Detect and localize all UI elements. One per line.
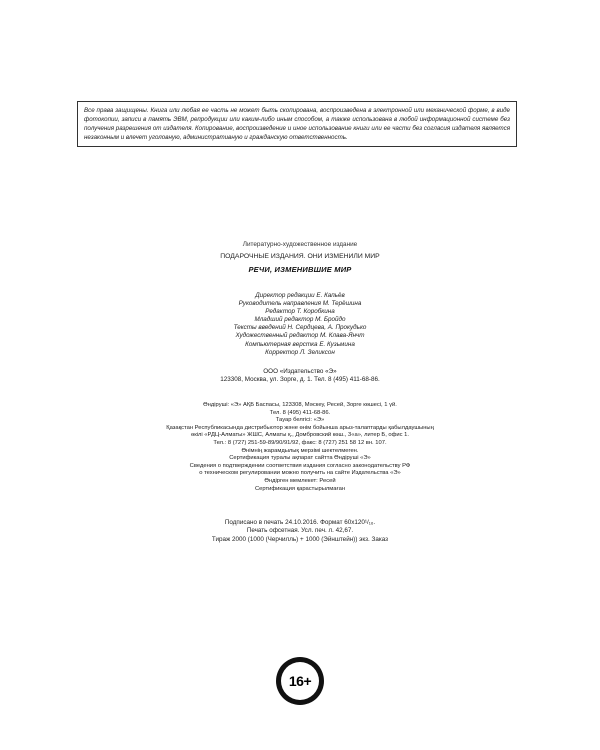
staff-line: Редактор Т. Коробкина [265, 308, 335, 316]
staff-line: Тексты введений Н. Сердцева, А. Прокудько [233, 324, 367, 332]
book-title: РЕЧИ, ИЗМЕНИВШИЕ МИР [248, 265, 352, 274]
info-line: Қазақстан Республикасында дистрибьютор және өнім бойынша арыз-талаптарды қабылдаушының [166, 424, 434, 431]
info-line: Сведения о подтверждении соответствия издания согласно законодательству РФ [189, 462, 411, 469]
rights-notice-text: Все права защищены. Книга или любая ее часть не может быть скопирована, воспроизведена в электронной или механической форме, в виде фотокопии, записи в память ЭВМ, репродукции или каким-либо иным способом, а также использована в любой информационной системе без получения разрешения от издателя. Копирование, воспроизведение и иное использование книги или ее части без согласия издателя является незаконным и влечет уголовную, административную и гражданскую ответственность. [84, 107, 510, 141]
rights-notice-box [77, 101, 517, 147]
info-line: Тауар белгісі: «Э» [275, 417, 325, 424]
staff-line: Корректор Л. Зеликсон [265, 348, 335, 356]
staff-line: Руководитель направления М. Терёшина [238, 300, 362, 308]
print-line: Печать офсетная. Усл. печ. л. 42,67. [246, 527, 354, 535]
age-rating-badge [276, 657, 324, 705]
info-line: өкілі «РДЦ-Алматы» ЖШС, Алматы қ., Домбровский көш., 3«а», литер Б, офис 1. [190, 432, 410, 439]
editorial-staff [0, 292, 600, 357]
publisher-line: 123308, Москва, ул. Зорге, д. 1. Тел. 8 (495) 411-68-86. [220, 376, 380, 384]
publisher-info [0, 368, 600, 384]
info-line: Сертификация туралы ақпарат сайтта Өндіруші «Э» [229, 455, 371, 462]
staff-line: Художественный редактор М. Клава-Янчт [235, 332, 365, 340]
print-line: Тираж 2000 (1000 (Черчилль) + 1000 (Эйнштейн)) экз. Заказ [211, 535, 389, 543]
staff-line: Компьютерная верстка Е. Кузьмина [245, 340, 355, 348]
print-info [0, 519, 600, 544]
genre-label: Литературно-художественное издание [242, 241, 358, 248]
info-line: Өндіруші: «Э» АҚБ Баспасы, 123308, Мәскеу, Ресей, Зорге көшесі, 1 үй. [203, 402, 397, 408]
age-rating-inner [281, 662, 319, 700]
publisher-line: ООО «Издательство «Э» [263, 368, 337, 375]
age-rating-label: 16+ [288, 673, 312, 689]
staff-line: Директор редакции Е. Капьёв [255, 292, 345, 299]
series-title: ПОДАРОЧНЫЕ ИЗДАНИЯ. ОНИ ИЗМЕНИЛИ МИР [220, 253, 380, 260]
info-line: о техническом регулировании можно получить на сайте Издательства «Э» [199, 470, 401, 477]
staff-line: Младший редактор М. Бройдо [254, 316, 346, 324]
info-line: Өнімнің жарамдылық мерзімі шектелмеген. [241, 447, 359, 454]
info-line: Сертификация қарастырылмаған [254, 485, 346, 492]
info-line: Тел.: 8 (727) 251-59-89/90/91/92, факс: 8 (727) 251 58 12 вн. 107. [213, 439, 387, 446]
info-line: Тел. 8 (495) 411-68-86. [269, 409, 331, 416]
print-line: Подписано в печать 24.10.2016. Формат 60x120¹/₁₆. [224, 519, 376, 526]
info-line: Өндірген мемлекет: Ресей [264, 477, 336, 484]
manufacturer-info [0, 402, 600, 493]
